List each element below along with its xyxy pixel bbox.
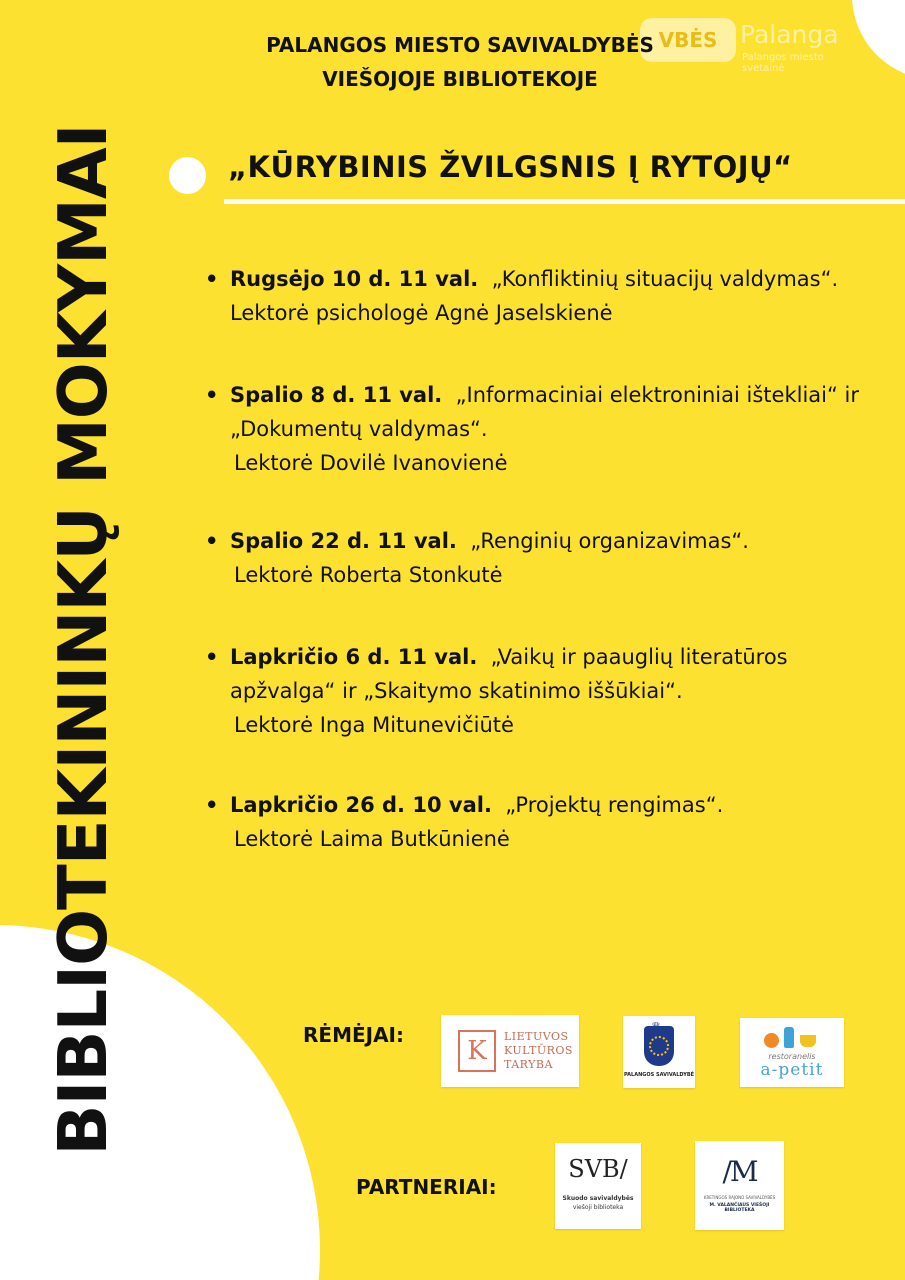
- session-date: Lapkričio 26 d. 10 val.: [230, 793, 492, 817]
- watermark-subtitle: Palangos miesto svetainė: [742, 52, 824, 74]
- bullet: •: [205, 645, 219, 669]
- project-title: „KŪRYBINIS ŽVILGSNIS Į RYTOJŲ“: [228, 150, 793, 184]
- valancius-line-1: KRETINGOS RAJONO SAVIVALDYBĖS: [703, 1195, 776, 1200]
- session-lecturer: Lektorė psichologė Agnė Jaselskienė: [230, 301, 613, 325]
- bullet: •: [205, 383, 219, 407]
- session-item: [205, 788, 865, 856]
- star-ring-icon: [649, 1036, 669, 1056]
- palangos-savivaldybe-logo: [623, 1016, 695, 1088]
- session-topic: „Informaciniai elektroniniai ištekliai“ ir „Dokumentų valdymas“.: [230, 383, 859, 441]
- session-date: Rugsėjo 10 d. 11 val.: [230, 267, 479, 291]
- skuodas-mark: SVB/: [568, 1155, 628, 1183]
- session-item: [205, 524, 865, 592]
- lkt-name: LIETUVOS KULTŪROS TARYBA: [504, 1030, 573, 1071]
- header: [230, 28, 690, 96]
- partners-label: PARTNERIAI:: [356, 1175, 497, 1199]
- session-date: Lapkričio 6 d. 11 val.: [230, 645, 478, 669]
- skuodo-biblioteka-logo: [555, 1143, 641, 1229]
- watermark-brand: Palanga: [740, 20, 839, 49]
- lkt-k-letter: K: [458, 1030, 496, 1072]
- valancius-line-2: M. VALANČIAUS VIEŠOJI BIBLIOTEKA: [709, 1203, 770, 1213]
- sponsors-label: RĖMĖJAI:: [303, 1023, 404, 1047]
- a-petit-name: a-petit: [760, 1060, 824, 1080]
- bullet: •: [205, 529, 219, 553]
- a-petit-logo: [740, 1018, 844, 1087]
- skuodas-line-1: Skuodo savivaldybės: [562, 1195, 634, 1202]
- header-line-1: PALANGOS MIESTO SAVIVALDYBĖS: [266, 33, 654, 57]
- lietuvos-kulturos-taryba-logo: [441, 1015, 579, 1087]
- title-dot: [169, 157, 206, 194]
- session-lecturer: Lektorė Dovilė Ivanovienė: [234, 451, 508, 475]
- session-topic: „Renginių organizavimas“.: [470, 529, 749, 553]
- session-topic: „Projektų rengimas“.: [505, 793, 724, 817]
- palanga-caption: PALANGOS SAVIVALDYBĖ: [623, 1072, 695, 1078]
- food-drink-icon: [764, 1027, 824, 1049]
- session-lecturer: Lektorė Roberta Stonkutė: [234, 563, 503, 587]
- valancius-mark: /M: [722, 1155, 757, 1188]
- session-list: [205, 262, 865, 856]
- bullet: •: [205, 793, 219, 817]
- valanciaus-biblioteka-logo: [695, 1141, 784, 1230]
- a-petit-tagline: restoranelis: [768, 1052, 816, 1061]
- bullet: •: [205, 267, 219, 291]
- vertical-title: BIBLIOTEKININKŲ MOKYMAI: [44, 124, 122, 1156]
- watermark-bubble: VBĖS: [640, 18, 736, 62]
- session-topic: „Konfliktinių situacijų valdymas“.: [491, 267, 839, 291]
- session-date: Spalio 8 d. 11 val.: [230, 383, 443, 407]
- session-item: [205, 262, 865, 330]
- header-line-2: VIEŠOJOJE BIBLIOTEKOJE: [322, 67, 598, 91]
- session-item: [205, 640, 865, 742]
- vertical-title-area: [28, 70, 138, 1210]
- session-lecturer: Lektorė Inga Mitunevičiūtė: [234, 713, 514, 737]
- session-date: Spalio 22 d. 11 val.: [230, 529, 457, 553]
- title-underline: [224, 199, 905, 204]
- session-item: [205, 378, 865, 480]
- session-lecturer: Lektorė Laima Butkūnienė: [234, 827, 510, 851]
- session-topic: „Vaikų ir paauglių literatūros apžvalga“ ir „Skaitymo skatinimo iššūkiai“.: [230, 645, 788, 703]
- skuodas-line-2: viešoji biblioteka: [572, 1204, 624, 1211]
